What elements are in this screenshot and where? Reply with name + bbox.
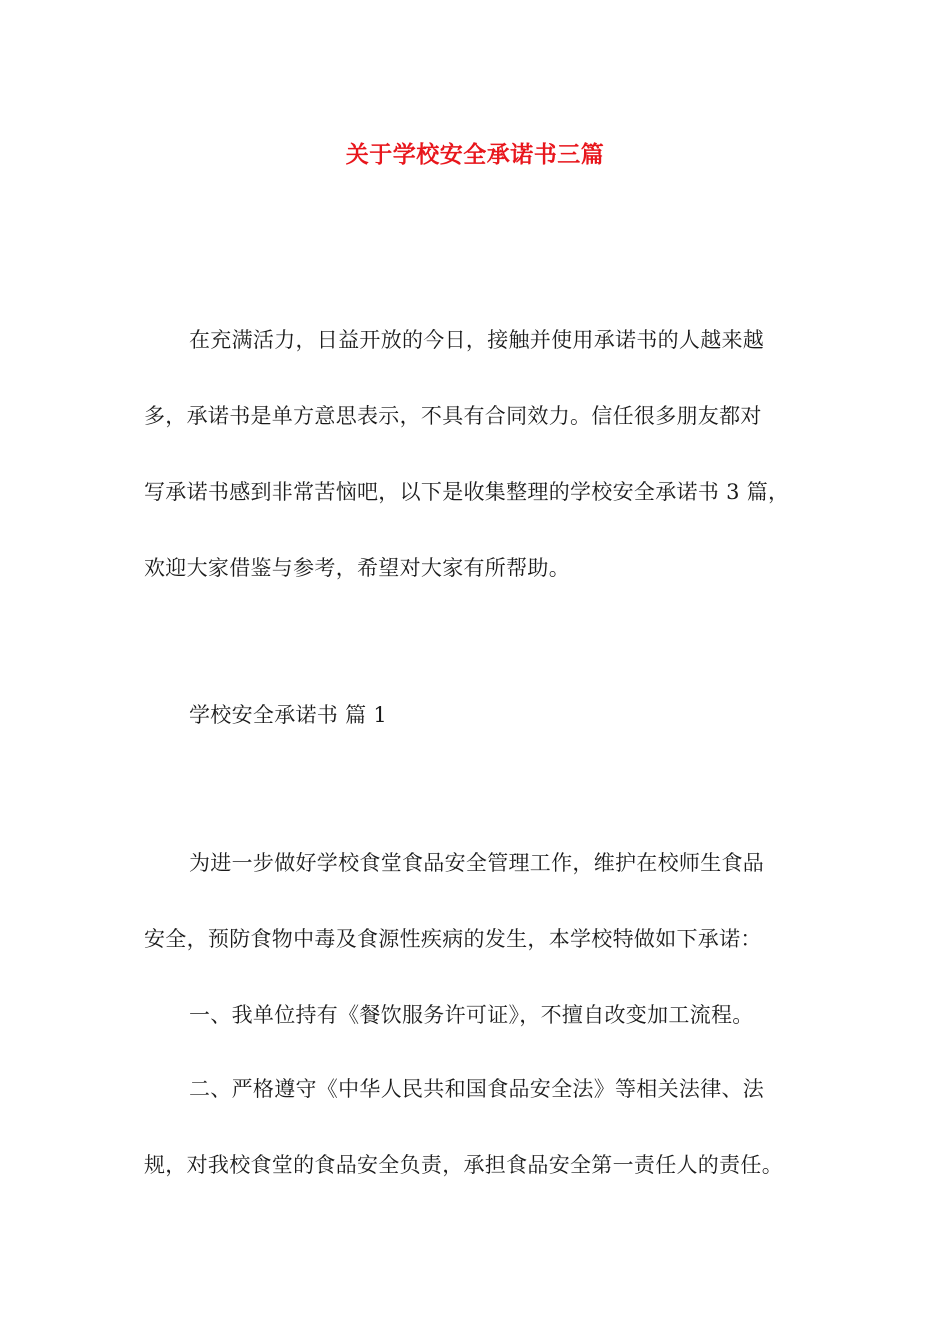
intro-line-3: 写承诺书感到非常苦恼吧，以下是收集整理的学校安全承诺书 3 篇， [144,480,790,504]
section-line-1: 为进一步做好学校食堂食品安全管理工作，维护在校师生食品 [189,851,765,875]
section-heading: 学校安全承诺书 篇 1 [189,703,388,727]
intro-line-1: 在充满活力，日益开放的今日，接触并使用承诺书的人越来越 [189,328,765,352]
intro-line-4: 欢迎大家借鉴与参考，希望对大家有所帮助。 [144,556,570,580]
document-title: 关于学校安全承诺书三篇 [345,141,605,168]
section-line-4: 二、严格遵守《中华人民共和国食品安全法》等相关法律、法 [189,1077,765,1101]
section-line-5: 规，对我校食堂的食品安全负责，承担食品安全第一责任人的责任。 [144,1153,783,1177]
section-line-2: 安全，预防食物中毒及食源性疾病的发生，本学校特做如下承诺： [144,927,762,951]
intro-line-2: 多，承诺书是单方意思表示，不具有合同效力。信任很多朋友都对 [144,404,762,428]
section-line-3: 一、我单位持有《餐饮服务许可证》，不擅自改变加工流程。 [189,1003,754,1027]
